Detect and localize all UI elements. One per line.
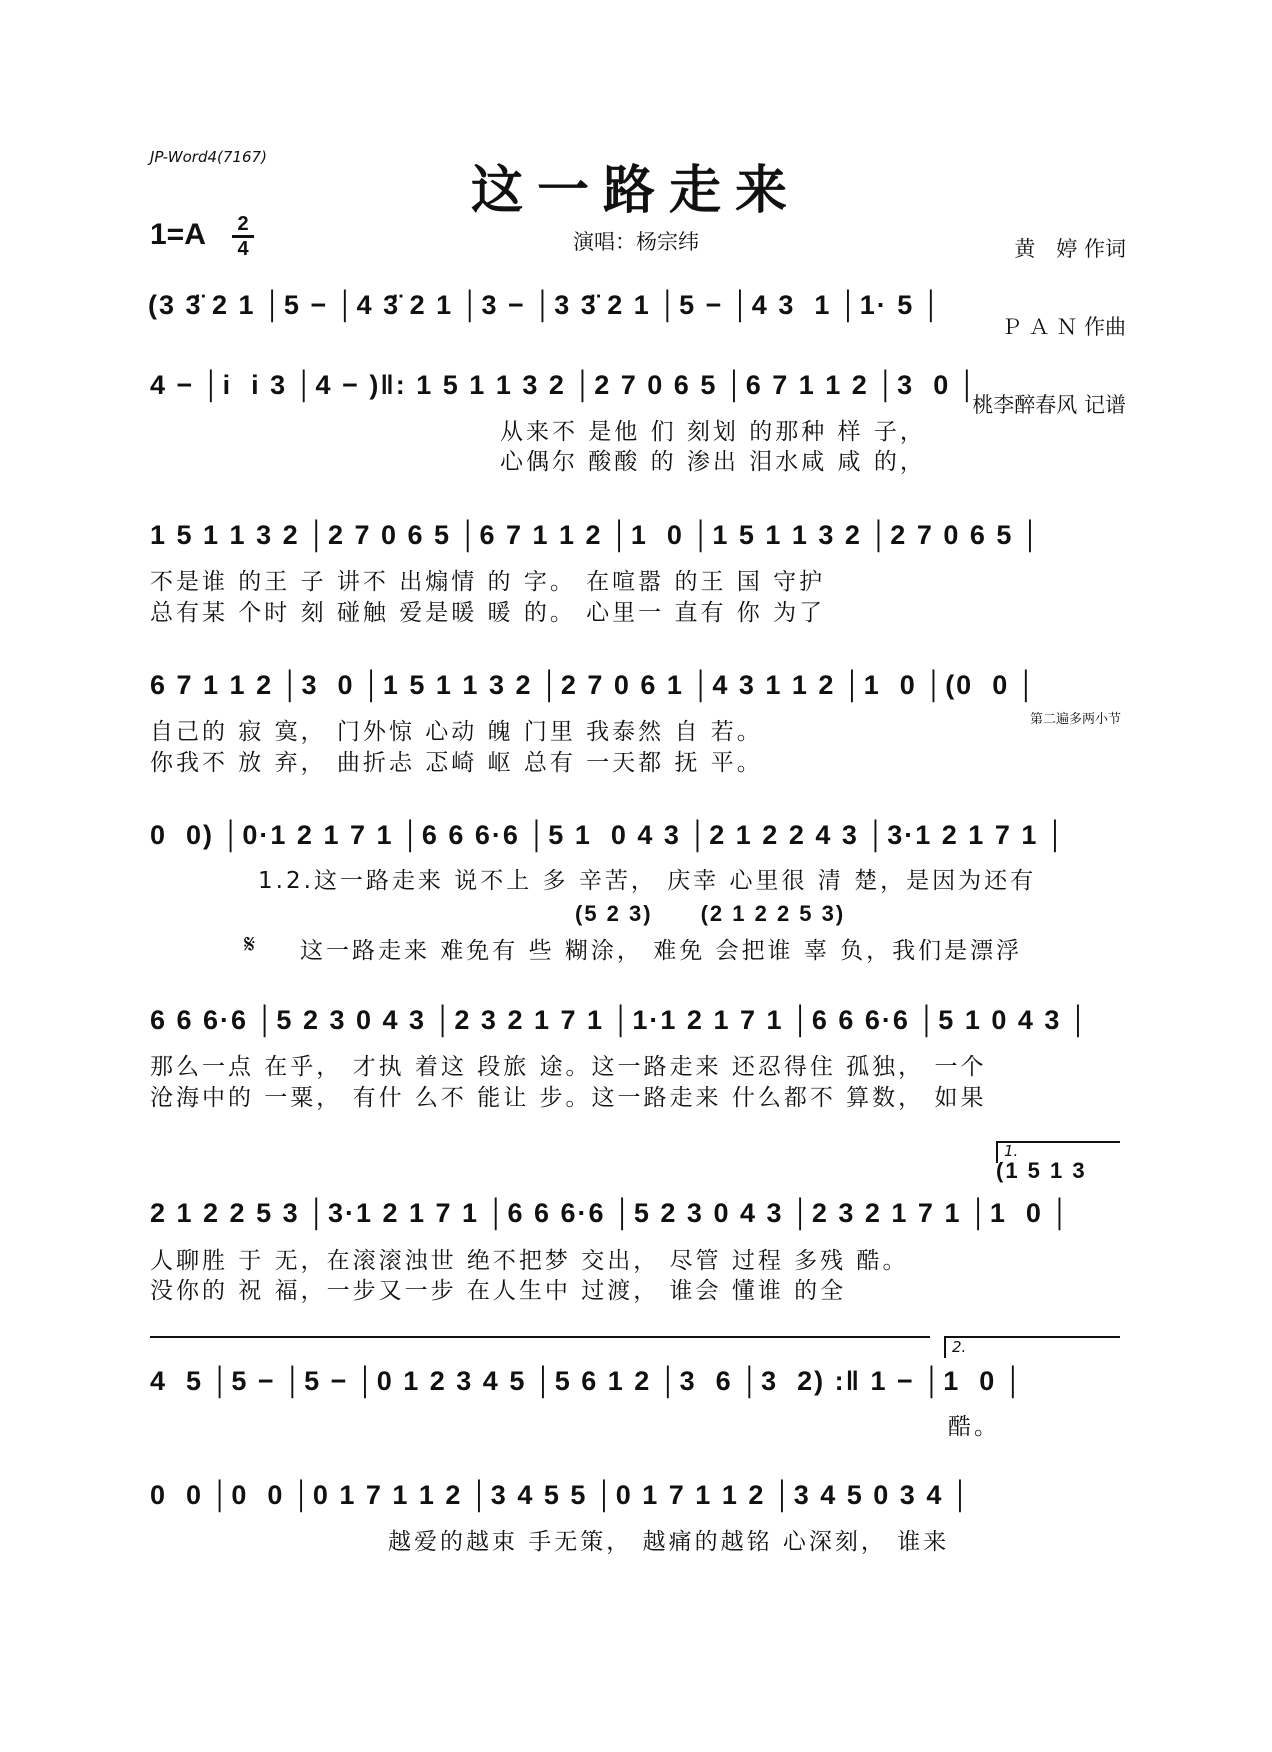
key-signature: 1=A bbox=[150, 218, 206, 251]
source-tag: JP-Word4(7167) bbox=[150, 148, 267, 166]
lyric-row-2-verse-2: 心偶尔 酸酸 的 渗出 泪水咸 咸 的， bbox=[500, 449, 926, 475]
lyric-row-4-verse-1: 自己的 寂 寞， 门外惊 心动 魄 门里 我泰然 自 若。 bbox=[150, 719, 763, 745]
time-sig-bottom: 4 bbox=[237, 238, 249, 260]
singer: 演唱：杨宗纬 bbox=[573, 230, 699, 254]
notation-row-4: 6 7 1 1 2 │3 0 │1 5 1 1 3 2 │2 7 0 6 1 │4 3 1 1 2 │1 0 │(0 0 │ bbox=[150, 670, 1038, 700]
segno-sign: 𝄋 bbox=[244, 930, 259, 960]
song-title: 这一路走来 bbox=[470, 160, 801, 221]
lyric-row-9-verse-1: 越爱的越束 手无策， 越痛的越铭 心深刻， 谁来 bbox=[388, 1529, 950, 1555]
notation-row-8: 4 5 │5 − │5 − │0 1 2 3 4 5 │5 6 1 2 │3 6 │3 2) :‖ 1 − │1 0 │ bbox=[150, 1366, 1025, 1396]
notation-row-5: 0 0) │0·1 2 1 7 1 │6 6 6·6 │5 1 0 4 3 │2 1 2 2 4 3 │3·1 2 1 7 1 │ bbox=[150, 820, 1067, 850]
ending-2-label: 2. bbox=[952, 1338, 967, 1356]
transcriber: 桃李醉春风 记谱 bbox=[972, 393, 1126, 417]
lyric-row-5-verse-1: 1.2.这一路走来 说不上 多 辛苦， 庆幸 心里很 清 楚，是因为还有 bbox=[258, 868, 1037, 894]
lyric-row-3-verse-2: 总有某 个时 刻 碰触 爱是暖 暖 的。 心里一 直有 你 为了 bbox=[150, 600, 826, 626]
lyric-row-6-verse-2: 沧海中的 一粟， 有什 么不 能让 步。这一路走来 什么都不 算数， 如果 bbox=[150, 1085, 987, 1111]
time-sig-top: 2 bbox=[237, 213, 249, 235]
ending-2-bracket-edge bbox=[944, 1336, 946, 1358]
notation-row-3: 1 5 1 1 3 2 │2 7 0 6 5 │6 7 1 1 2 │1 0 │1 5 1 1 3 2 │2 7 0 6 5 │ bbox=[150, 520, 1042, 550]
notation-row-6: 6 6 6·6 │5 2 3 0 4 3 │2 3 2 1 7 1 │1·1 2 1 7 1 │6 6 6·6 │5 1 0 4 3 │ bbox=[150, 1005, 1090, 1035]
lyric-row-4-verse-2: 你我不 放 弃， 曲折忐 忑崎 岖 总有 一天都 抚 平。 bbox=[150, 750, 763, 776]
alt-notes-row-5: (5 2 3) (2 1 2 2 5 3) bbox=[575, 901, 846, 926]
notation-row-2: 4 − │i i 3 │4 − )‖: 1 5 1 1 3 2 │2 7 0 6 5 │6 7 1 1 2 │3 0 │ bbox=[150, 370, 979, 400]
lyric-row-3-verse-1: 不是谁 的王 子 讲不 出煽情 的 字。 在喧嚣 的王 国 守护 bbox=[150, 569, 826, 595]
notation-row-9: 0 0 │0 0 │0 1 7 1 1 2 │3 4 5 5 │0 1 7 1 1 2 │3 4 5 0 3 4 │ bbox=[150, 1480, 972, 1510]
lyricist: 黄 婷 作词 bbox=[1014, 237, 1126, 261]
notation-row-1: (3 3̈ 2 1 │5 − │4 3̈ 2 1 │3 − │3 3̈ 2 1 │5 − │4 3 1 │1· 5 │ bbox=[148, 290, 943, 320]
lyric-row-7-verse-1: 人聊胜 于 无，在滚滚浊世 绝不把梦 交出， 尽管 过程 多残 酷。 bbox=[150, 1248, 909, 1274]
notation-row-7: 2 1 2 2 5 3 │3·1 2 1 7 1 │6 6 6·6 │5 2 3 0 4 3 │2 3 2 1 7 1 │1 0 │ bbox=[150, 1198, 1072, 1228]
lyric-row-6-verse-1: 那么一点 在乎， 才执 着这 段旅 途。这一路走来 还忍得住 孤独， 一个 bbox=[150, 1054, 987, 1080]
lyric-row-8-verse-1: 酷。 bbox=[948, 1414, 1000, 1440]
lyric-row-2-verse-1: 从来不 是他 们 刻划 的那种 样 子， bbox=[500, 419, 926, 445]
credits bbox=[946, 184, 1126, 444]
ending-1-notes: (1 5 1 3 bbox=[996, 1158, 1087, 1183]
repeat-span-line bbox=[150, 1336, 930, 1338]
side-note: 第二遍多两小节 bbox=[1030, 712, 1122, 727]
ending-1-label: 1. bbox=[1004, 1142, 1019, 1160]
composer: Ｐ Ａ Ｎ 作曲 bbox=[1000, 315, 1126, 339]
lyric-row-5-segno: 这一路走来 难免有 些 糊涂， 难免 会把谁 辜 负，我们是漂浮 bbox=[300, 938, 1023, 964]
lyric-row-7-verse-2: 没你的 祝 福，一步又一步 在人生中 过渡， 谁会 懂谁 的全 bbox=[150, 1278, 847, 1304]
ending-2-bracket bbox=[944, 1336, 1120, 1338]
